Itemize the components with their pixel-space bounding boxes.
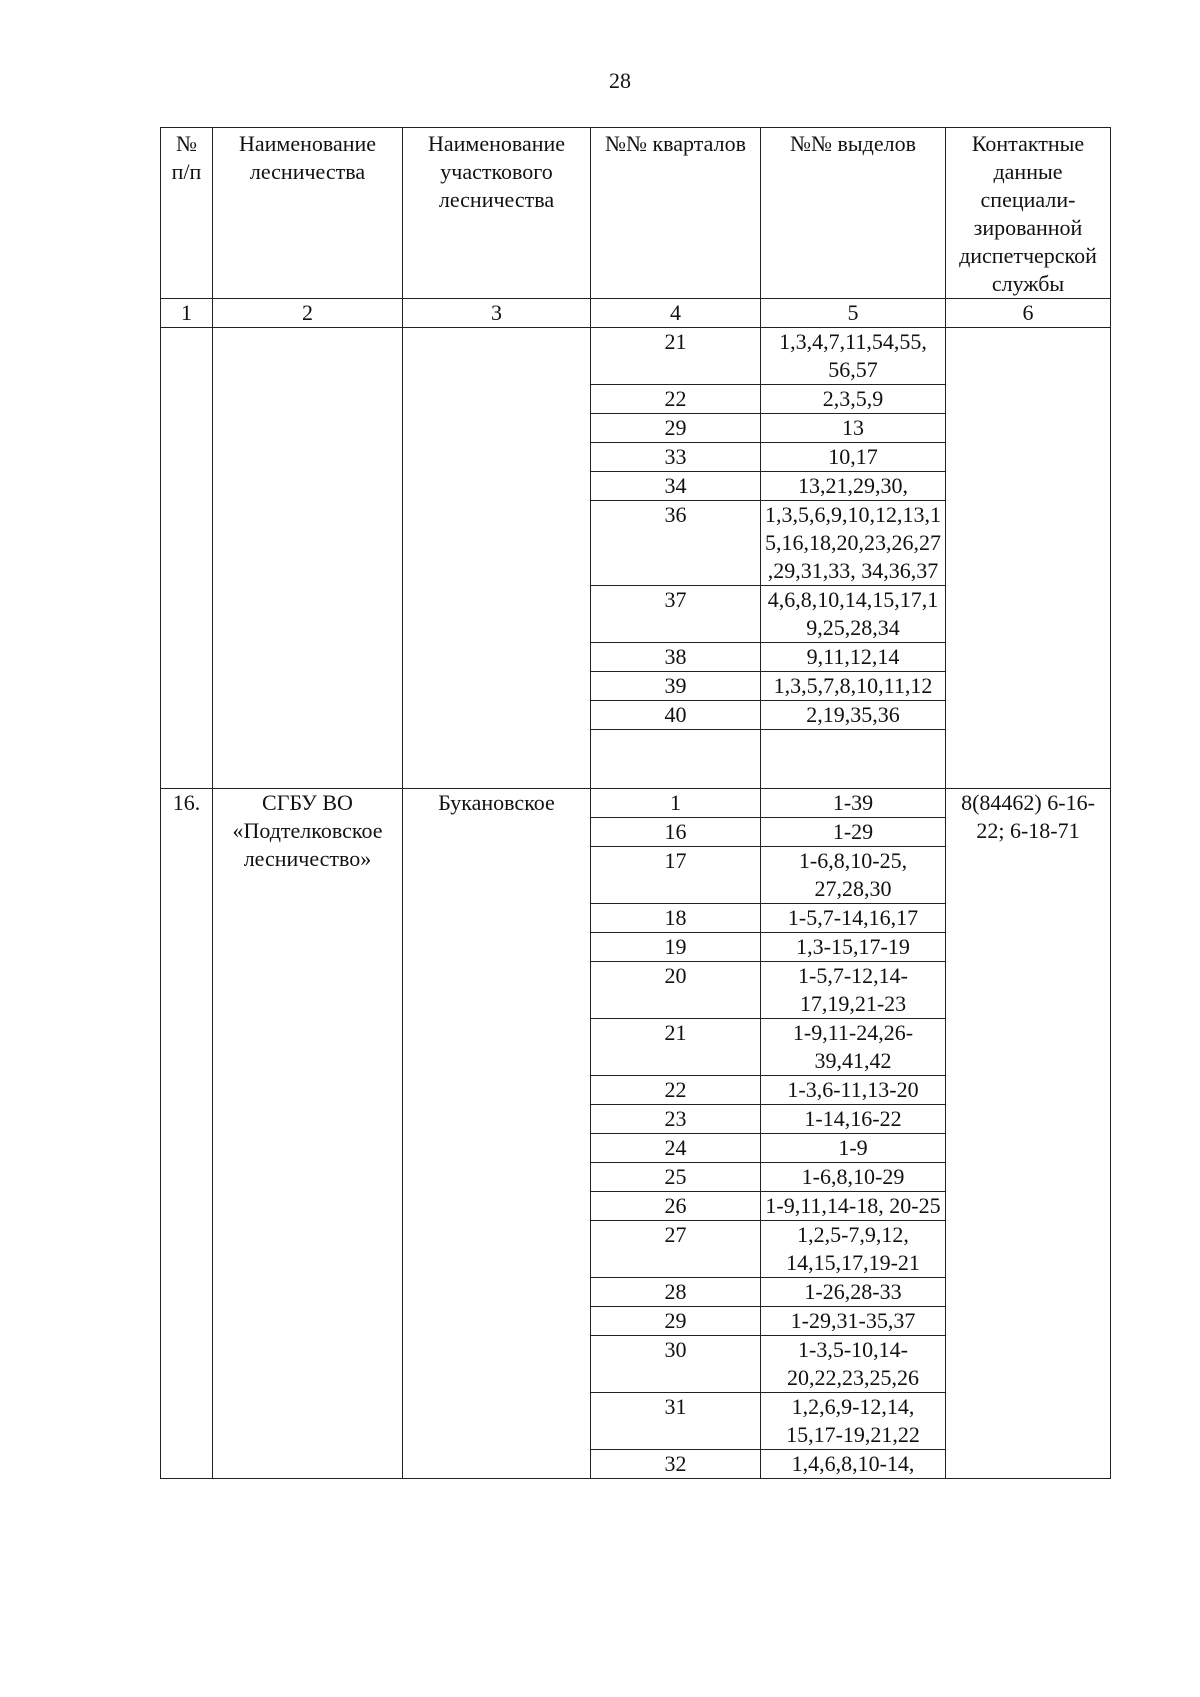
- table-row: [161, 328, 1111, 385]
- vydely-cell: 1,3,5,7,8,10,11,12: [761, 672, 946, 701]
- vydely-cell: 1-5,7-12,14-17,19,21-23: [761, 962, 946, 1019]
- kvartal-cell: 23: [591, 1105, 761, 1134]
- kvartal-cell: 30: [591, 1336, 761, 1393]
- kvartal-cell: 39: [591, 672, 761, 701]
- kvartal-cell: 34: [591, 472, 761, 501]
- vydely-cell: 1-29: [761, 818, 946, 847]
- spacer-cell: [591, 730, 761, 789]
- vydely-cell: 1-6,8,10-29: [761, 1163, 946, 1192]
- vydely-cell: 2,3,5,9: [761, 385, 946, 414]
- kvartal-cell: 25: [591, 1163, 761, 1192]
- lesnichestvo-cell: [213, 328, 403, 789]
- uchastok-cell: [403, 328, 591, 789]
- vydely-cell: 13,21,29,30,: [761, 472, 946, 501]
- header-num: № п/п: [161, 128, 213, 299]
- table-row: [161, 789, 1111, 818]
- kvartal-cell: 27: [591, 1221, 761, 1278]
- vydely-cell: 10,17: [761, 443, 946, 472]
- kvartal-cell: 21: [591, 1019, 761, 1076]
- page-number: 28: [609, 68, 631, 93]
- column-number: 4: [591, 299, 761, 328]
- kvartal-cell: 1: [591, 789, 761, 818]
- kvartal-cell: 40: [591, 701, 761, 730]
- group2-body: [161, 789, 1111, 1479]
- uchastok-cell: Букановское: [403, 789, 591, 1479]
- forestry-table: [160, 127, 1111, 1479]
- kvartal-cell: 32: [591, 1450, 761, 1479]
- lesnichestvo-cell: СГБУ ВО «Подтелковское лесничество»: [213, 789, 403, 1479]
- kvartal-cell: 29: [591, 1307, 761, 1336]
- vydely-cell: 9,11,12,14: [761, 643, 946, 672]
- column-number: 2: [213, 299, 403, 328]
- vydely-cell: 1,2,5-7,9,12, 14,15,17,19-21: [761, 1221, 946, 1278]
- contact-cell: 8(84462) 6-16-22; 6-18-71: [946, 789, 1111, 1479]
- vydely-cell: 1-26,28-33: [761, 1278, 946, 1307]
- kvartal-cell: 31: [591, 1393, 761, 1450]
- kvartal-cell: 24: [591, 1134, 761, 1163]
- kvartal-cell: 16: [591, 818, 761, 847]
- header-row: [161, 128, 1111, 299]
- header-vydely: №№ выделов: [761, 128, 946, 299]
- vydely-cell: 1,3,4,7,11,54,55, 56,57: [761, 328, 946, 385]
- vydely-cell: 1-3,5-10,14-20,22,23,25,26: [761, 1336, 946, 1393]
- kvartal-cell: 37: [591, 586, 761, 643]
- kvartal-cell: 19: [591, 933, 761, 962]
- vydely-cell: 2,19,35,36: [761, 701, 946, 730]
- kvartal-cell: 38: [591, 643, 761, 672]
- vydely-cell: 1-29,31-35,37: [761, 1307, 946, 1336]
- vydely-cell: 1-5,7-14,16,17: [761, 904, 946, 933]
- spacer-cell: [761, 730, 946, 789]
- kvartal-cell: 22: [591, 385, 761, 414]
- kvartal-cell: 21: [591, 328, 761, 385]
- num-cell: 16.: [161, 789, 213, 1479]
- column-number: 3: [403, 299, 591, 328]
- kvartal-cell: 36: [591, 501, 761, 586]
- vydely-cell: 1-9: [761, 1134, 946, 1163]
- header-uchastok: Наименование участкового лесничества: [403, 128, 591, 299]
- vydely-cell: 4,6,8,10,14,15,17,19,25,28,34: [761, 586, 946, 643]
- column-number-row: [161, 299, 1111, 328]
- vydely-cell: 1,3-15,17-19: [761, 933, 946, 962]
- num-cell: [161, 328, 213, 789]
- group1-body: [161, 328, 1111, 789]
- column-number: 6: [946, 299, 1111, 328]
- header-kvartaly: №№ кварталов: [591, 128, 761, 299]
- vydely-cell: 1-3,6-11,13-20: [761, 1076, 946, 1105]
- kvartal-cell: 29: [591, 414, 761, 443]
- column-number: 1: [161, 299, 213, 328]
- vydely-cell: 1,3,5,6,9,10,12,13,15,16,18,20,23,26,27,29,31,33, 34,36,37: [761, 501, 946, 586]
- vydely-cell: 1,2,6,9-12,14, 15,17-19,21,22: [761, 1393, 946, 1450]
- contact-cell: [946, 328, 1111, 789]
- header-lesnichestvo: Наименование лесничества: [213, 128, 403, 299]
- vydely-cell: 1-9,11,14-18, 20-25: [761, 1192, 946, 1221]
- kvartal-cell: 26: [591, 1192, 761, 1221]
- kvartal-cell: 33: [591, 443, 761, 472]
- vydely-cell: 13: [761, 414, 946, 443]
- vydely-cell: 1-9,11-24,26-39,41,42: [761, 1019, 946, 1076]
- kvartal-cell: 17: [591, 847, 761, 904]
- kvartal-cell: 20: [591, 962, 761, 1019]
- vydely-cell: 1-39: [761, 789, 946, 818]
- header-contact: Контактные данные специали-зированной диспетчерской службы: [946, 128, 1111, 299]
- vydely-cell: 1-6,8,10-25, 27,28,30: [761, 847, 946, 904]
- vydely-cell: 1-14,16-22: [761, 1105, 946, 1134]
- column-number: 5: [761, 299, 946, 328]
- kvartal-cell: 22: [591, 1076, 761, 1105]
- kvartal-cell: 28: [591, 1278, 761, 1307]
- vydely-cell: 1,4,6,8,10-14,: [761, 1450, 946, 1479]
- kvartal-cell: 18: [591, 904, 761, 933]
